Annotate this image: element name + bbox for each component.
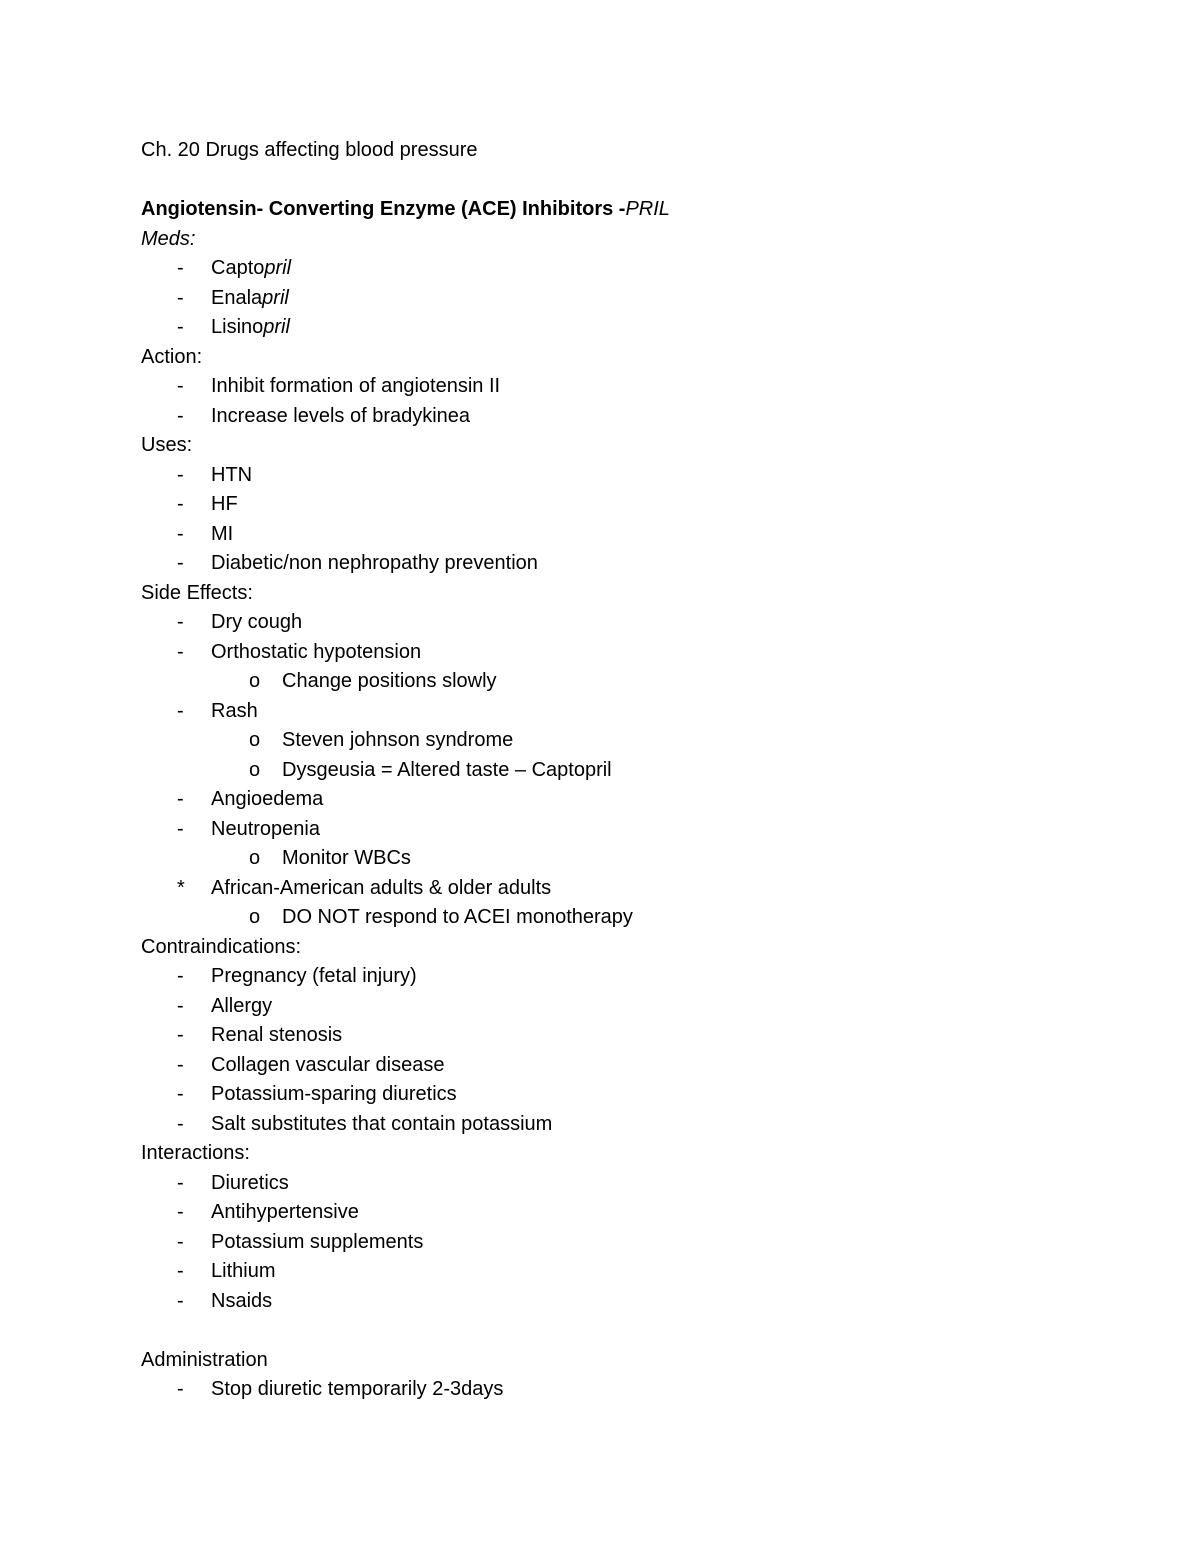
- dash-bullet: -: [177, 1289, 184, 1312]
- dash-bullet: -: [177, 316, 184, 338]
- action-label: [141, 343, 1141, 373]
- dash-bullet: -: [177, 552, 184, 574]
- star-bullet: *: [177, 876, 185, 899]
- list-item: [141, 520, 1141, 550]
- interaction-item: Nsaids: [211, 1289, 273, 1312]
- list-item: [141, 962, 1141, 992]
- side-effect-item: Rash: [211, 699, 258, 722]
- list-item: [141, 785, 1141, 815]
- dash-bullet: -: [177, 522, 184, 545]
- administration-label-text: Administration: [141, 1348, 268, 1371]
- med-stem: Lisino: [211, 316, 264, 338]
- administration-item: Stop diuretic temporarily 2-3days: [211, 1378, 504, 1400]
- side-effect-subitem: Steven johnson syndrome: [282, 729, 514, 751]
- side-effect-subitem: DO NOT respond to ACEI monotherapy: [282, 906, 633, 928]
- sub-list-item: [141, 667, 1141, 697]
- sub-list-item: [141, 726, 1141, 756]
- list-item: [141, 284, 1141, 314]
- list-item: [141, 254, 1141, 284]
- dash-bullet: -: [177, 1112, 184, 1135]
- dash-bullet: -: [177, 404, 184, 427]
- dash-bullet: -: [177, 994, 184, 1017]
- side-effect-subitem: Monitor WBCs: [282, 847, 411, 869]
- med-item: [211, 313, 290, 343]
- dash-bullet: -: [177, 1230, 184, 1253]
- document-page: [141, 136, 1141, 1405]
- dash-bullet: -: [177, 965, 184, 987]
- sub-list-item: [141, 903, 1141, 933]
- dash-bullet: -: [177, 817, 184, 840]
- action-item: Inhibit formation of angiotensin II: [211, 375, 501, 397]
- circle-bullet: o: [249, 729, 261, 751]
- section-heading-text: Angiotensin- Converting Enzyme (ACE) Inhibitors -: [141, 198, 626, 220]
- side-effects-label: [141, 579, 1141, 609]
- meds-label-text: Meds:: [141, 227, 196, 250]
- side-effect-item: Dry cough: [211, 611, 303, 633]
- interactions-label-text: Interactions:: [141, 1142, 250, 1164]
- uses-item: MI: [211, 522, 234, 545]
- dash-bullet: -: [177, 1260, 184, 1282]
- spacer: [141, 166, 1141, 196]
- contraindication-item: Allergy: [211, 994, 273, 1017]
- dash-bullet: -: [177, 1053, 184, 1076]
- contraindications-label-text: Contraindications:: [141, 935, 302, 958]
- side-effects-label-text: Side Effects:: [141, 581, 253, 604]
- document-title: [141, 136, 1141, 166]
- circle-bullet: o: [249, 847, 261, 869]
- title-text: Ch. 20 Drugs affecting blood pressure: [141, 139, 478, 161]
- uses-label-text: Uses:: [141, 434, 193, 456]
- list-item: [141, 697, 1141, 727]
- side-effect-item: Angioedema: [211, 788, 324, 810]
- dash-bullet: -: [177, 788, 184, 810]
- dash-bullet: -: [177, 257, 184, 279]
- dash-bullet: -: [177, 286, 184, 309]
- list-item: [141, 402, 1141, 432]
- dash-bullet: -: [177, 611, 184, 633]
- dash-bullet: -: [177, 1378, 184, 1400]
- uses-label: [141, 431, 1141, 461]
- med-item: [211, 254, 291, 284]
- dash-bullet: -: [177, 375, 184, 397]
- contraindication-item: Collagen vascular disease: [211, 1053, 445, 1076]
- interaction-item: Antihypertensive: [211, 1201, 359, 1223]
- administration-label: [141, 1346, 1141, 1376]
- list-item: [141, 1198, 1141, 1228]
- circle-bullet: o: [249, 906, 261, 928]
- uses-item: HTN: [211, 463, 253, 486]
- list-item: [141, 1257, 1141, 1287]
- action-item: Increase levels of bradykinea: [211, 404, 471, 427]
- list-item: [141, 1110, 1141, 1140]
- side-effect-subitem: Dysgeusia = Altered taste – Captopril: [282, 758, 612, 781]
- list-item: [141, 1375, 1141, 1405]
- list-item: [141, 372, 1141, 402]
- dash-bullet: -: [177, 699, 184, 722]
- spacer: [141, 1316, 1141, 1346]
- list-item: [141, 1021, 1141, 1051]
- contraindications-label: [141, 933, 1141, 963]
- contraindication-item: Potassium-sparing diuretics: [211, 1083, 457, 1105]
- interaction-item: Potassium supplements: [211, 1230, 424, 1253]
- interaction-item: Diuretics: [211, 1171, 289, 1194]
- sub-list-item: [141, 844, 1141, 874]
- circle-bullet: o: [249, 758, 261, 781]
- med-stem: Capto: [211, 257, 265, 279]
- list-item: [141, 1169, 1141, 1199]
- med-item: [211, 284, 289, 314]
- list-item: [141, 815, 1141, 845]
- dash-bullet: -: [177, 1024, 184, 1046]
- med-suffix: pril: [263, 316, 290, 338]
- med-stem: Enala: [211, 286, 263, 309]
- section-heading: [141, 195, 1141, 225]
- list-item: [141, 1287, 1141, 1317]
- list-item: [141, 608, 1141, 638]
- side-effect-subitem: Change positions slowly: [282, 670, 497, 692]
- interactions-label: [141, 1139, 1141, 1169]
- dash-bullet: -: [177, 463, 184, 486]
- list-item: [141, 1228, 1141, 1258]
- uses-item: Diabetic/non nephropathy prevention: [211, 552, 538, 574]
- list-item: [141, 992, 1141, 1022]
- dash-bullet: -: [177, 493, 184, 515]
- side-effect-item: Orthostatic hypotension: [211, 640, 422, 663]
- list-item: [141, 874, 1141, 904]
- list-item: [141, 1080, 1141, 1110]
- dash-bullet: -: [177, 640, 184, 663]
- list-item: [141, 313, 1141, 343]
- list-item: [141, 549, 1141, 579]
- meds-label: [141, 225, 1141, 255]
- dash-bullet: -: [177, 1201, 184, 1223]
- list-item: [141, 1051, 1141, 1081]
- circle-bullet: o: [249, 670, 261, 692]
- dash-bullet: -: [177, 1083, 184, 1105]
- action-label-text: Action:: [141, 345, 203, 368]
- contraindication-item: Pregnancy (fetal injury): [211, 965, 417, 987]
- med-suffix: pril: [264, 257, 292, 279]
- list-item: [141, 461, 1141, 491]
- contraindication-item: Salt substitutes that contain potassium: [211, 1112, 553, 1135]
- list-item: [141, 638, 1141, 668]
- uses-item: HF: [211, 493, 238, 515]
- side-effect-item: African-American adults & older adults: [211, 876, 552, 899]
- side-effect-item: Neutropenia: [211, 817, 320, 840]
- interaction-item: Lithium: [211, 1260, 276, 1282]
- sub-list-item: [141, 756, 1141, 786]
- list-item: [141, 490, 1141, 520]
- contraindication-item: Renal stenosis: [211, 1024, 343, 1046]
- med-suffix: pril: [262, 286, 289, 309]
- dash-bullet: -: [177, 1171, 184, 1194]
- section-heading-suffix: PRIL: [625, 198, 670, 220]
